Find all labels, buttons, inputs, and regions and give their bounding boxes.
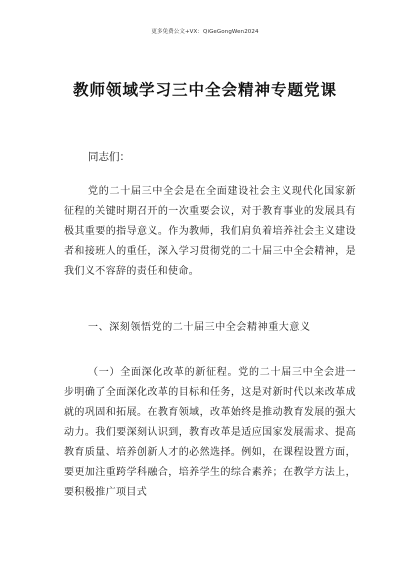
salutation: 同志们： xyxy=(88,151,130,163)
paragraph-intro xyxy=(64,182,356,282)
section-heading: 一、深刻领悟党的二十届三中全会精神重大意义 xyxy=(88,322,311,333)
watermark-header: 更多免费公文+VX：QiGeGongWen2024 xyxy=(151,29,259,35)
paragraph-intro-text: 党的二十届三中全会是在全面建设社会主义现代化国家新征程的关键时期召开的一次重要会议，对于教育事业的发展具有极其重要的指导意义。作为教师，我们肩负着培养社会主义建设者和接班人的重任，深入学习贯彻党的二十届三中全会精神，是我们义不容辞的责任和使命。 xyxy=(64,186,356,277)
paragraph-section-1-text: （一）全面深化改革的新征程。党的二十届三中全会进一步明确了全面深化改革的目标和任务，这是对新时代以来改革成就的巩固和拓展。在教育领域，改革始终是推动教育发展的强大动力。我们要深刻认识到，教育改革是适应国家发展需求、提高教育质量、培养创新人才的必然选择。例如，在课程设置方面，要更加注重跨学科融合，培养学生的综合素养；在教学方法上，要积极推广项目式 xyxy=(64,367,356,498)
document-title: 教师领域学习三中全会精神专题党课 xyxy=(72,81,337,99)
paragraph-section-1 xyxy=(64,363,356,503)
